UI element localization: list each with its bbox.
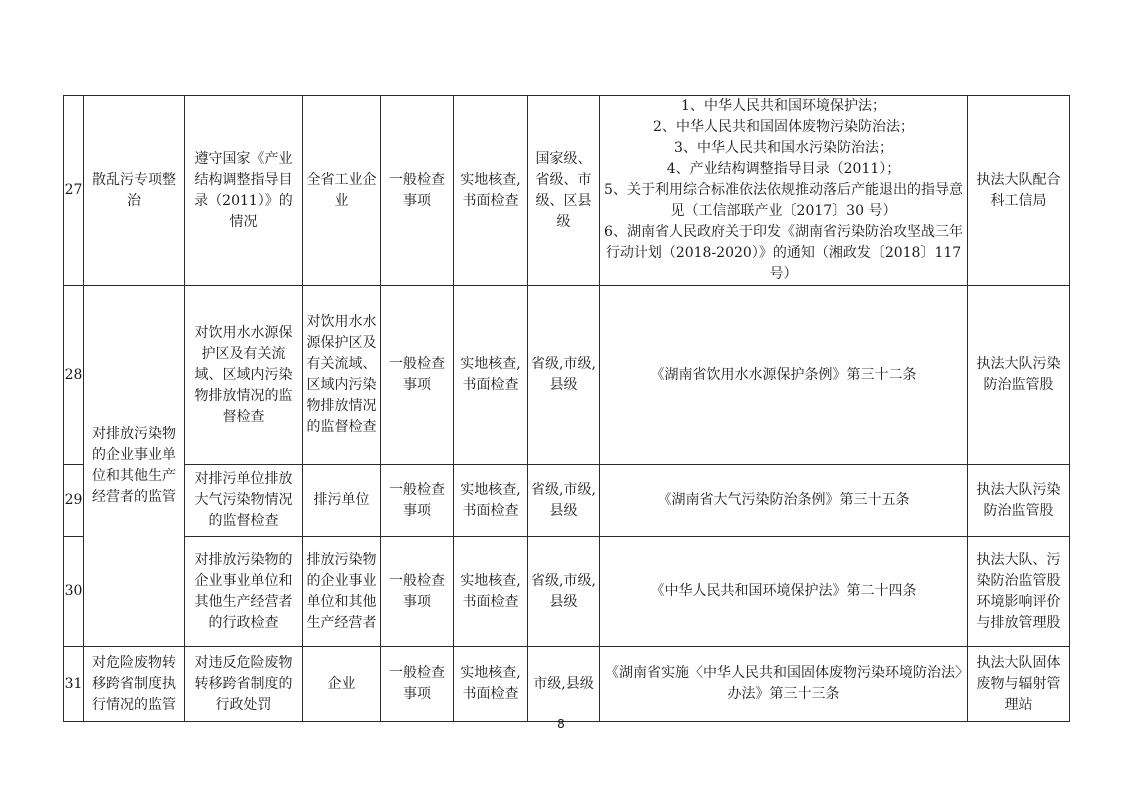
legal-basis-cell: 《中华人民共和国环境保护法》第二十四条 — [600, 537, 968, 647]
level-cell: 省级,市级,县级 — [528, 286, 600, 465]
row-number: 27 — [64, 96, 84, 286]
inspection-method-cell: 实地核查,书面检查 — [454, 537, 528, 647]
level-cell: 国家级、省级、市级、区县级 — [528, 96, 600, 286]
table-row — [64, 465, 1070, 537]
inspection-object-cell: 全省工业企业 — [303, 96, 381, 286]
legal-basis-line: 3、中华人民共和国水污染防治法； — [674, 140, 893, 156]
responsible-dept-cell: 执法大队配合科工信局 — [968, 96, 1070, 286]
inspection-item-cell: 对排污单位排放大气污染物情况的监督检查 — [185, 465, 303, 537]
inspection-method-cell: 实地核查,书面检查 — [454, 286, 528, 465]
category-cell: 对排放污染物的企业事业单位和其他生产经营者的监管 — [84, 286, 185, 647]
legal-basis-line: 2、中华人民共和国固体废物污染防治法； — [653, 119, 914, 135]
inspection-table — [63, 95, 1070, 722]
category-cell: 对危险废物转移跨省制度执行情况的监管 — [84, 647, 185, 722]
responsible-dept-cell: 执法大队污染防治监管股 — [968, 465, 1070, 537]
responsible-dept-cell: 执法大队污染防治监管股 — [968, 286, 1070, 465]
inspection-item-cell: 遵守国家《产业结构调整指导目录（2011）》的情况 — [185, 96, 303, 286]
inspection-method-cell: 实地核查,书面检查 — [454, 647, 528, 722]
inspection-item-cell: 对饮用水水源保护区及有关流域、区域内污染物排放情况的监督检查 — [185, 286, 303, 465]
responsible-dept-cell: 执法大队固体废物与辐射管理站 — [968, 647, 1070, 722]
legal-basis-line: 6、湖南省人民政府关于印发《湖南省污染防治攻坚战三年行动计划（2018-2020）》的通知（湘政发〔2018〕117 号） — [604, 224, 963, 282]
inspection-type-cell: 一般检查事项 — [381, 647, 454, 722]
level-cell: 市级,县级 — [528, 647, 600, 722]
inspection-method-cell: 实地核查,书面检查 — [454, 96, 528, 286]
table-row — [64, 286, 1070, 465]
inspection-object-cell: 对饮用水水源保护区及有关流域、区域内污染物排放情况的监督检查 — [303, 286, 381, 465]
legal-basis-line: 1、中华人民共和国环境保护法； — [681, 98, 886, 114]
inspection-item-cell: 对违反危险废物转移跨省制度的行政处罚 — [185, 647, 303, 722]
legal-basis-line: 4、产业结构调整指导目录（2011）； — [666, 161, 901, 177]
inspection-method-cell: 实地核查,书面检查 — [454, 465, 528, 537]
inspection-object-cell: 企业 — [303, 647, 381, 722]
level-cell: 省级,市级,县级 — [528, 465, 600, 537]
table-row — [64, 537, 1070, 647]
legal-basis-line: 5、关于利用综合标准依法依规推动落后产能退出的指导意见（工信部联产业〔2017〕30 号） — [604, 182, 963, 219]
legal-basis-cell: 《湖南省饮用水水源保护条例》第三十二条 — [600, 286, 968, 465]
inspection-object-cell: 排放污染物的企业事业单位和其他生产经营者 — [303, 537, 381, 647]
category-cell: 散乱污专项整治 — [84, 96, 185, 286]
row-number: 29 — [64, 465, 84, 537]
legal-basis-cell: 《湖南省实施〈中华人民共和国固体废物污染环境防治法〉办法》第三十三条 — [600, 647, 968, 722]
level-cell: 省级,市级,县级 — [528, 537, 600, 647]
row-number: 31 — [64, 647, 84, 722]
legal-basis-cell: 《湖南省大气污染防治条例》第三十五条 — [600, 465, 968, 537]
row-number: 30 — [64, 537, 84, 647]
inspection-object-cell: 排污单位 — [303, 465, 381, 537]
responsible-dept-cell: 执法大队、污染防治监管股环境影响评价与排放管理股 — [968, 537, 1070, 647]
table-row — [64, 96, 1070, 286]
page-number: 8 — [557, 717, 565, 731]
inspection-item-cell: 对排放污染物的企业事业单位和其他生产经营者的行政检查 — [185, 537, 303, 647]
row-number: 28 — [64, 286, 84, 465]
inspection-type-cell: 一般检查事项 — [381, 537, 454, 647]
inspection-type-cell: 一般检查事项 — [381, 286, 454, 465]
inspection-type-cell: 一般检查事项 — [381, 465, 454, 537]
legal-basis-cell — [600, 96, 968, 286]
table-row — [64, 647, 1070, 722]
inspection-type-cell: 一般检查事项 — [381, 96, 454, 286]
